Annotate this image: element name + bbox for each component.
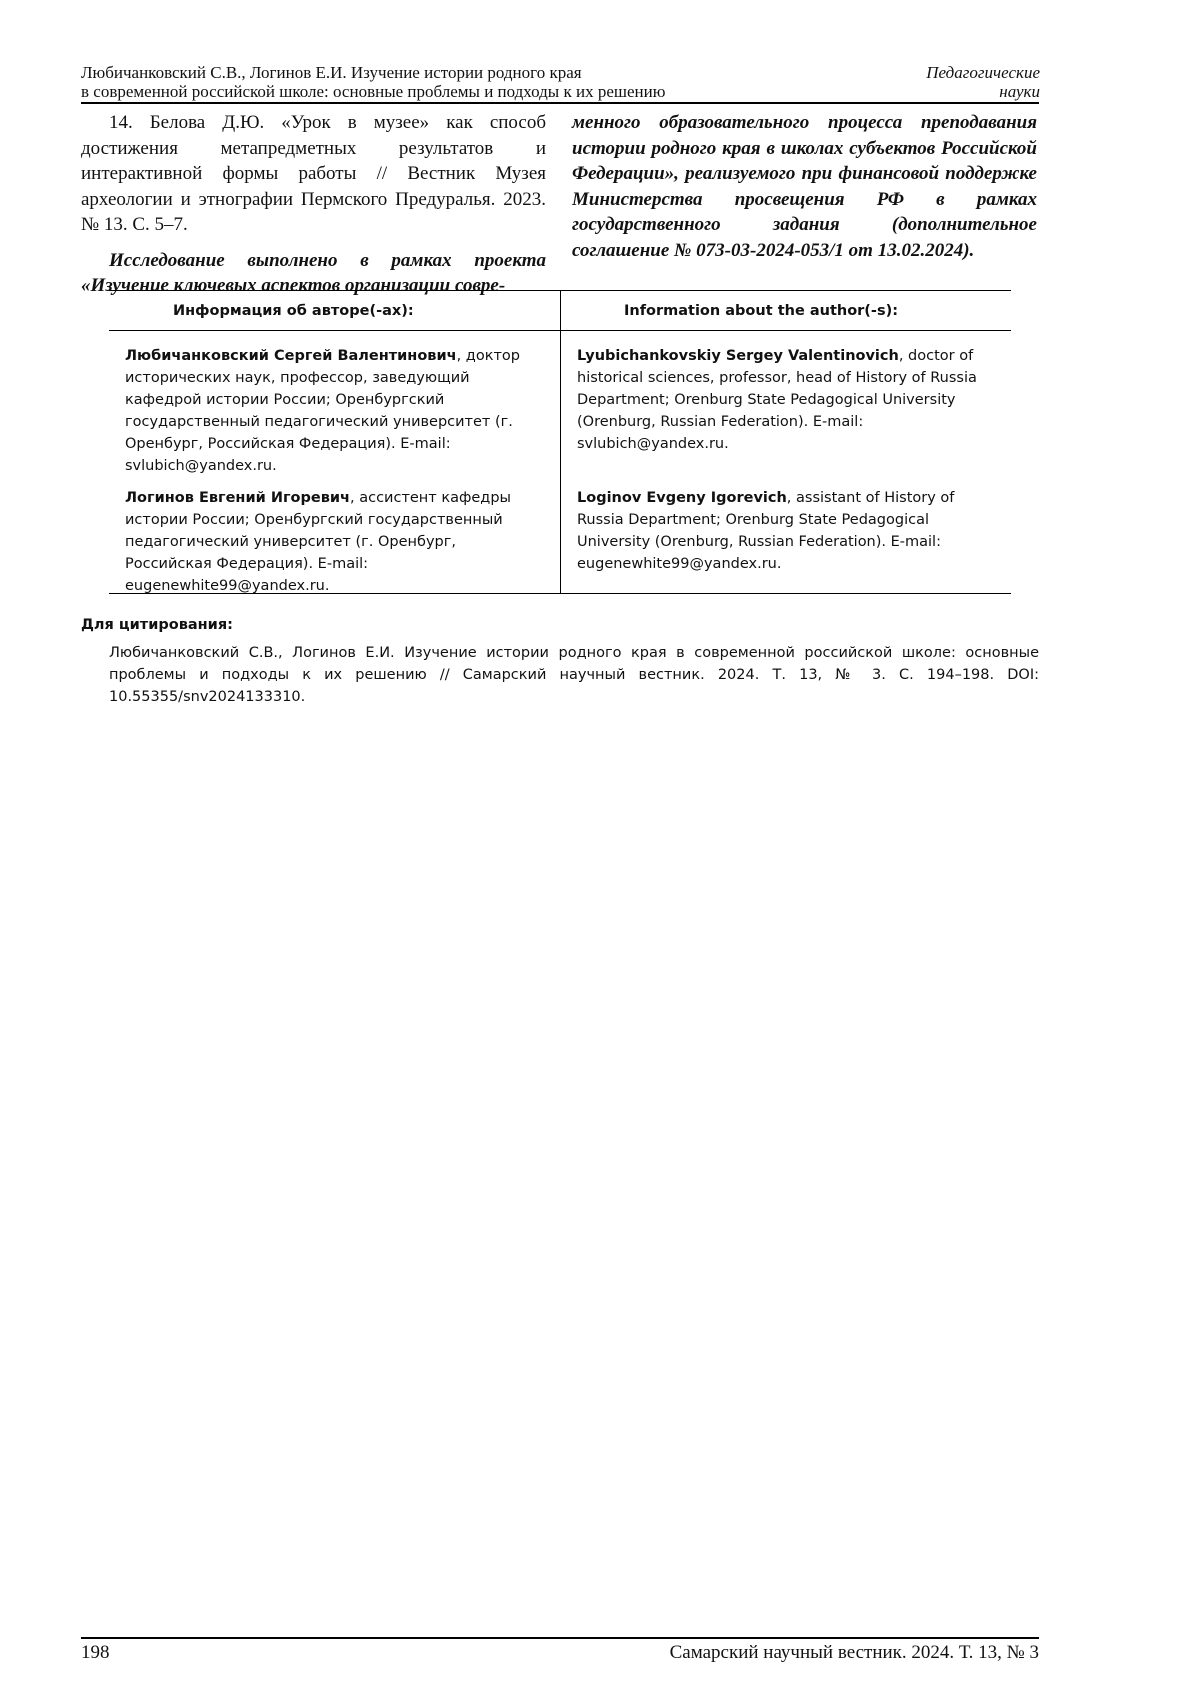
author-2-en-details: , assistant of History of Russia Department; Orenburg State Pedagogical University (Orenburg, Russian Federation). E-mail: eugenewhite99@yandex.ru. — [577, 490, 955, 572]
author-2-en — [560, 487, 1011, 593]
header-rule — [81, 102, 1039, 104]
author-1-ru — [109, 345, 560, 487]
citation-text: Любичанковский С.В., Логинов Е.И. Изучение истории родного края в современной российской школе: основные проблемы и подходы к их решению // Самарский научный вестник. 2024. Т. 13, № 3. С. 194–198. DOI: 10.55355/snv2024133310. — [109, 645, 1039, 705]
body-column-left — [81, 110, 546, 299]
citation-heading: Для цитирования: — [81, 617, 233, 633]
header-ru: Информация об авторе(-ах): — [173, 302, 414, 319]
running-header-title — [81, 63, 801, 101]
running-header-line-1: Любичанковский С.В., Логинов Е.И. Изучение истории родного края — [81, 63, 582, 82]
body-column-right — [572, 110, 1037, 263]
header-en: Information about the author(-s): — [624, 302, 899, 319]
author-1-ru-name: Любичанковский Сергей Валентинович — [125, 348, 457, 364]
funding-note-part-1: Исследование выполнено в рамках проекта «Изучение ключевых аспектов организации совре- — [81, 249, 546, 296]
footer-rule — [81, 1637, 1039, 1639]
author-2-ru-details: , ассистент кафедры истории России; Оренбургский государственный педагогический университет (г. Оренбург, Российская Федерация). E-mail: eugenewhite99@yandex.ru. — [125, 490, 511, 594]
author-1-en-name: Lyubichankovskiy Sergey Valentinovich — [577, 348, 899, 364]
author-2-en-name: Loginov Evgeny Igorevich — [577, 490, 787, 506]
funding-note-part-2: менного образовательного процесса преподавания истории родного края в школах субъектов Российской Федерации», реализуемого при финансовой поддержке Министерства просвещения РФ в рамках государственного задания (дополнительное соглашение № 073-03-2024-053/1 от 13.02.2024). — [572, 112, 1037, 261]
section-line-2: науки — [999, 82, 1040, 101]
page-number: 198 — [81, 1642, 110, 1663]
section-line-1: Педагогические — [926, 63, 1040, 82]
running-header-line-2: в современной российской школе: основные проблемы и подходы к их решению — [81, 82, 666, 101]
author-2-ru — [109, 487, 560, 593]
reference-14: 14. Белова Д.Ю. «Урок в музее» как способ достижения метапредметных результатов и интерактивной формы работы // Вестник Музея археологии и этнографии Пермского Предуралья. 2023. № 13. С. 5–7. — [81, 112, 546, 235]
author-1-en — [560, 345, 1011, 487]
author-2-ru-name: Логинов Евгений Игоревич — [125, 490, 350, 506]
running-header-section — [926, 63, 1040, 101]
author-1-en-details: , doctor of historical sciences, professor, head of History of Russia Department; Orenburg State Pedagogical University (Orenburg, Russian Federation). E-mail: svlubich@yandex.ru. — [577, 348, 977, 452]
authors-info-table — [109, 290, 1011, 594]
author-1-ru-details: , доктор исторических наук, профессор, заведующий кафедрой истории России; Оренбургский государственный педагогический университет (г. Оренбург, Российская Федерация). E-mail: svlubich@yandex.ru. — [125, 348, 520, 474]
table-column-divider — [560, 291, 561, 593]
journal-footer: Самарский научный вестник. 2024. Т. 13, № 3 — [669, 1642, 1039, 1663]
